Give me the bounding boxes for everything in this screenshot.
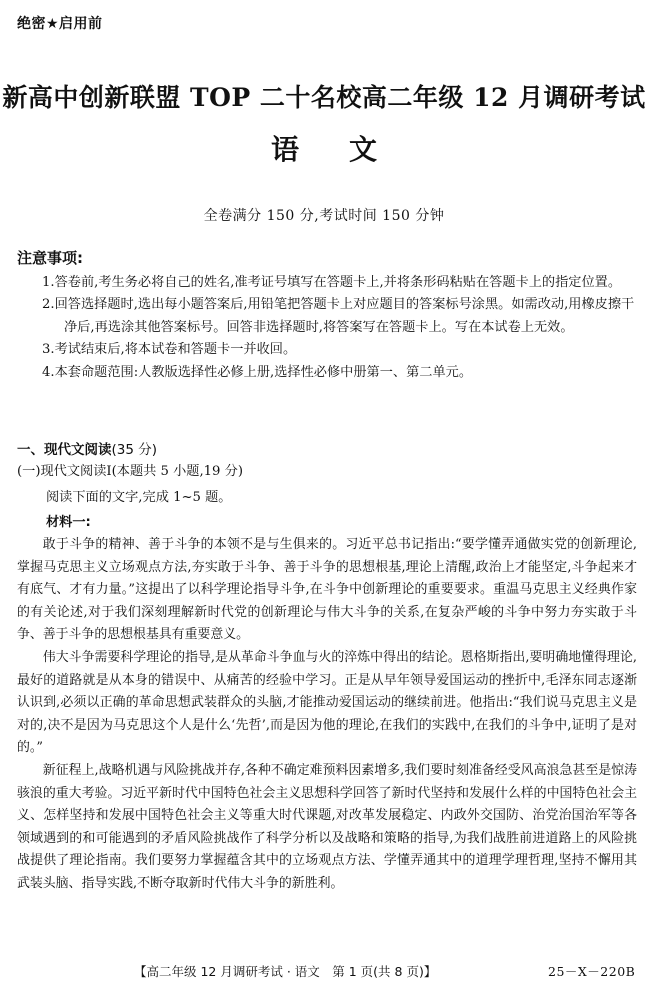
confidential-label: 绝密★启用前 bbox=[17, 16, 103, 32]
footer-page-info: 【高二年级 12 月调研考试 · 语文 第 1 页(共 8 页)】 bbox=[134, 964, 437, 979]
passage-paragraph: 伟大斗争需要科学理论的指导,是从革命斗争血与火的淬炼中得出的结论。恩格斯指出,要明确地懂得理论,最好的道路就是从本身的错误中、从痛苦的经验中学习。正是从早年领导爱国运动的挫折中,毛泽东同志逐渐认识到,必须以正确的革命思想武装群众的头脑,才能推动爱国运动的继续前进。他指出:“我们说马克思主义是对的,决不是因为马克思这个人是什么‘先哲’,而是因为他的理论,在我们的实践中,在我们的斗争中,证明了是对的。” bbox=[17, 649, 637, 756]
section-title: 一、现代文阅读 bbox=[17, 442, 112, 458]
subsection-heading: (一)现代文阅读Ⅰ(本题共 5 小题,19 分) bbox=[17, 464, 243, 479]
reading-instruction: 阅读下面的文字,完成 1~5 题。 bbox=[46, 490, 232, 505]
reading-passage bbox=[17, 534, 637, 896]
note-item: 2.回答选择题时,选出每小题答案后,用铅笔把答题卡上对应题目的答案标号涂黑。如需改动,用橡皮擦干净后,再选涂其他答案标号。回答非选择题时,将答案写在答题卡上。写在本试卷上无效。 bbox=[42, 297, 635, 335]
note-item: 3.考试结束后,将本试卷和答题卡一并收回。 bbox=[42, 342, 297, 358]
note-item: 4.本套命题范围:人教版选择性必修上册,选择性必修中册第一、第二单元。 bbox=[42, 364, 473, 380]
section-heading bbox=[17, 438, 157, 458]
note-item: 1.答卷前,考生务必将自己的姓名,准考证号填写在答题卡上,并将条形码粘贴在答题卡上的指定位置。 bbox=[42, 275, 622, 290]
passage-paragraph: 敢于斗争的精神、善于斗争的本领不是与生俱来的。习近平总书记指出:“要学懂弄通做实党的创新理论,掌握马克思主义立场观点方法,夯实敢于斗争、善于斗争的思想根基,理论上清醒,政治上才能坚定,斗争起来才有底气、才有力量。”这提出了以科学理论指导斗争,在斗争中创新理论的重要要求。重温马克思主义经典作家的有关论述,对于我们深刻理解新时代党的创新理论与伟大斗争的关系,在复杂严峻的斗争中努力夯实敢于斗争、善于斗争的思想根基具有重要意义。 bbox=[17, 537, 637, 643]
exam-title: 新高中创新联盟 TOP 二十名校高二年级 12 月调研考试 bbox=[2, 83, 646, 112]
passage-paragraph: 新征程上,战略机遇与风险挑战并存,各种不确定难预料因素增多,我们要时刻准备经受风高浪急甚至是惊涛骇浪的重大考验。习近平新时代中国特色社会主义思想科学回答了新时代坚持和发展什么样的中国特色社会主义、怎样坚持和发展中国特色社会主义等重大时代课题,对改革发展稳定、内政外交国防、治党治国治军等各领域遇到的和可能遇到的矛盾风险挑战作了科学分析以及战略和策略的指导,为我们战胜前进道路上的风险挑战提供了理论指南。我们要努力掌握蕴含其中的立场观点方法、学懂弄通其中的道理学理哲理,坚持不懈用其武装头脑、指导实践,不断夺取新时代伟大斗争的新胜利。 bbox=[17, 762, 637, 891]
material-label: 材料一: bbox=[46, 515, 91, 530]
section-points: (35 分) bbox=[111, 442, 158, 458]
score-time-line: 全卷满分 150 分,考试时间 150 分钟 bbox=[203, 208, 445, 224]
notes-list bbox=[42, 272, 642, 384]
notes-title: 注意事项: bbox=[17, 249, 83, 267]
footer-exam-code: 25－X－220B bbox=[548, 964, 636, 979]
subject-title: 语文 bbox=[270, 133, 427, 166]
